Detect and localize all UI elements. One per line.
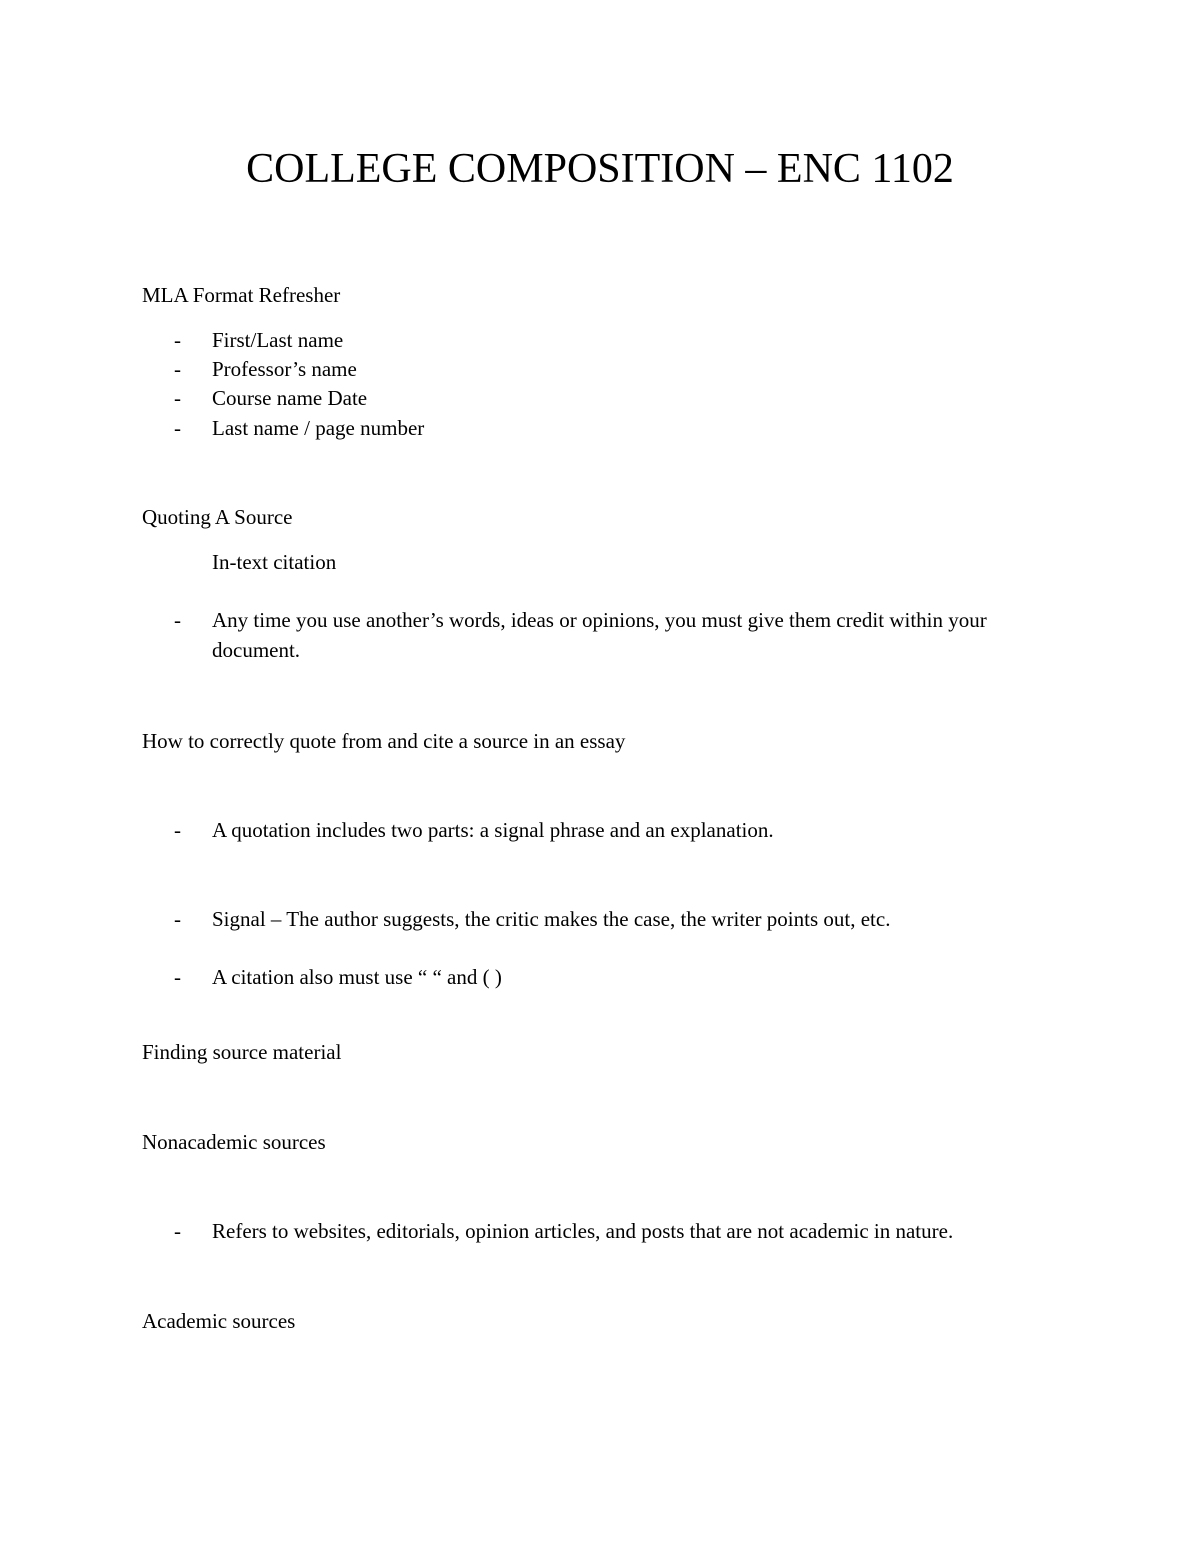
section-heading-academic: Academic sources — [142, 1309, 296, 1333]
list-item-text: A quotation includes two parts: a signal phrase and an explanation. — [212, 818, 774, 842]
list-item-text: A citation also must use “ “ and ( ) — [212, 965, 502, 989]
bullet-dash: - — [174, 386, 181, 410]
subheading-in-text-citation: In-text citation — [212, 550, 337, 574]
bullet-dash: - — [174, 416, 181, 440]
list-item-text: Course name Date — [212, 386, 368, 410]
section-heading-quoting: Quoting A Source — [142, 505, 293, 529]
bullet-dash: - — [174, 328, 181, 352]
bullet-dash: - — [174, 357, 181, 381]
document-title: COLLEGE COMPOSITION – ENC 1102 — [246, 146, 954, 192]
list-item-text: Refers to websites, editorials, opinion articles, and posts that are not academic in nature. — [212, 1219, 954, 1243]
bullet-dash: - — [174, 608, 181, 632]
section-heading-mla: MLA Format Refresher — [142, 283, 341, 307]
list-item-text: Professor’s name — [212, 357, 357, 381]
bullet-dash: - — [174, 818, 181, 842]
list-item-text: Any time you use another’s words, ideas or opinions, you must give them credit within your document. — [212, 608, 987, 662]
list-item-text: Last name / page number — [212, 416, 425, 440]
list-item-text: Signal – The author suggests, the critic makes the case, the writer points out, etc. — [212, 907, 891, 931]
section-heading-nonacademic: Nonacademic sources — [142, 1130, 326, 1154]
section-heading-finding: Finding source material — [142, 1040, 342, 1064]
bullet-dash: - — [174, 1219, 181, 1243]
list-item-text: First/Last name — [212, 328, 344, 352]
bullet-dash: - — [174, 907, 181, 931]
bullet-dash: - — [174, 965, 181, 989]
section-heading-how-to: How to correctly quote from and cite a source in an essay — [142, 729, 626, 753]
